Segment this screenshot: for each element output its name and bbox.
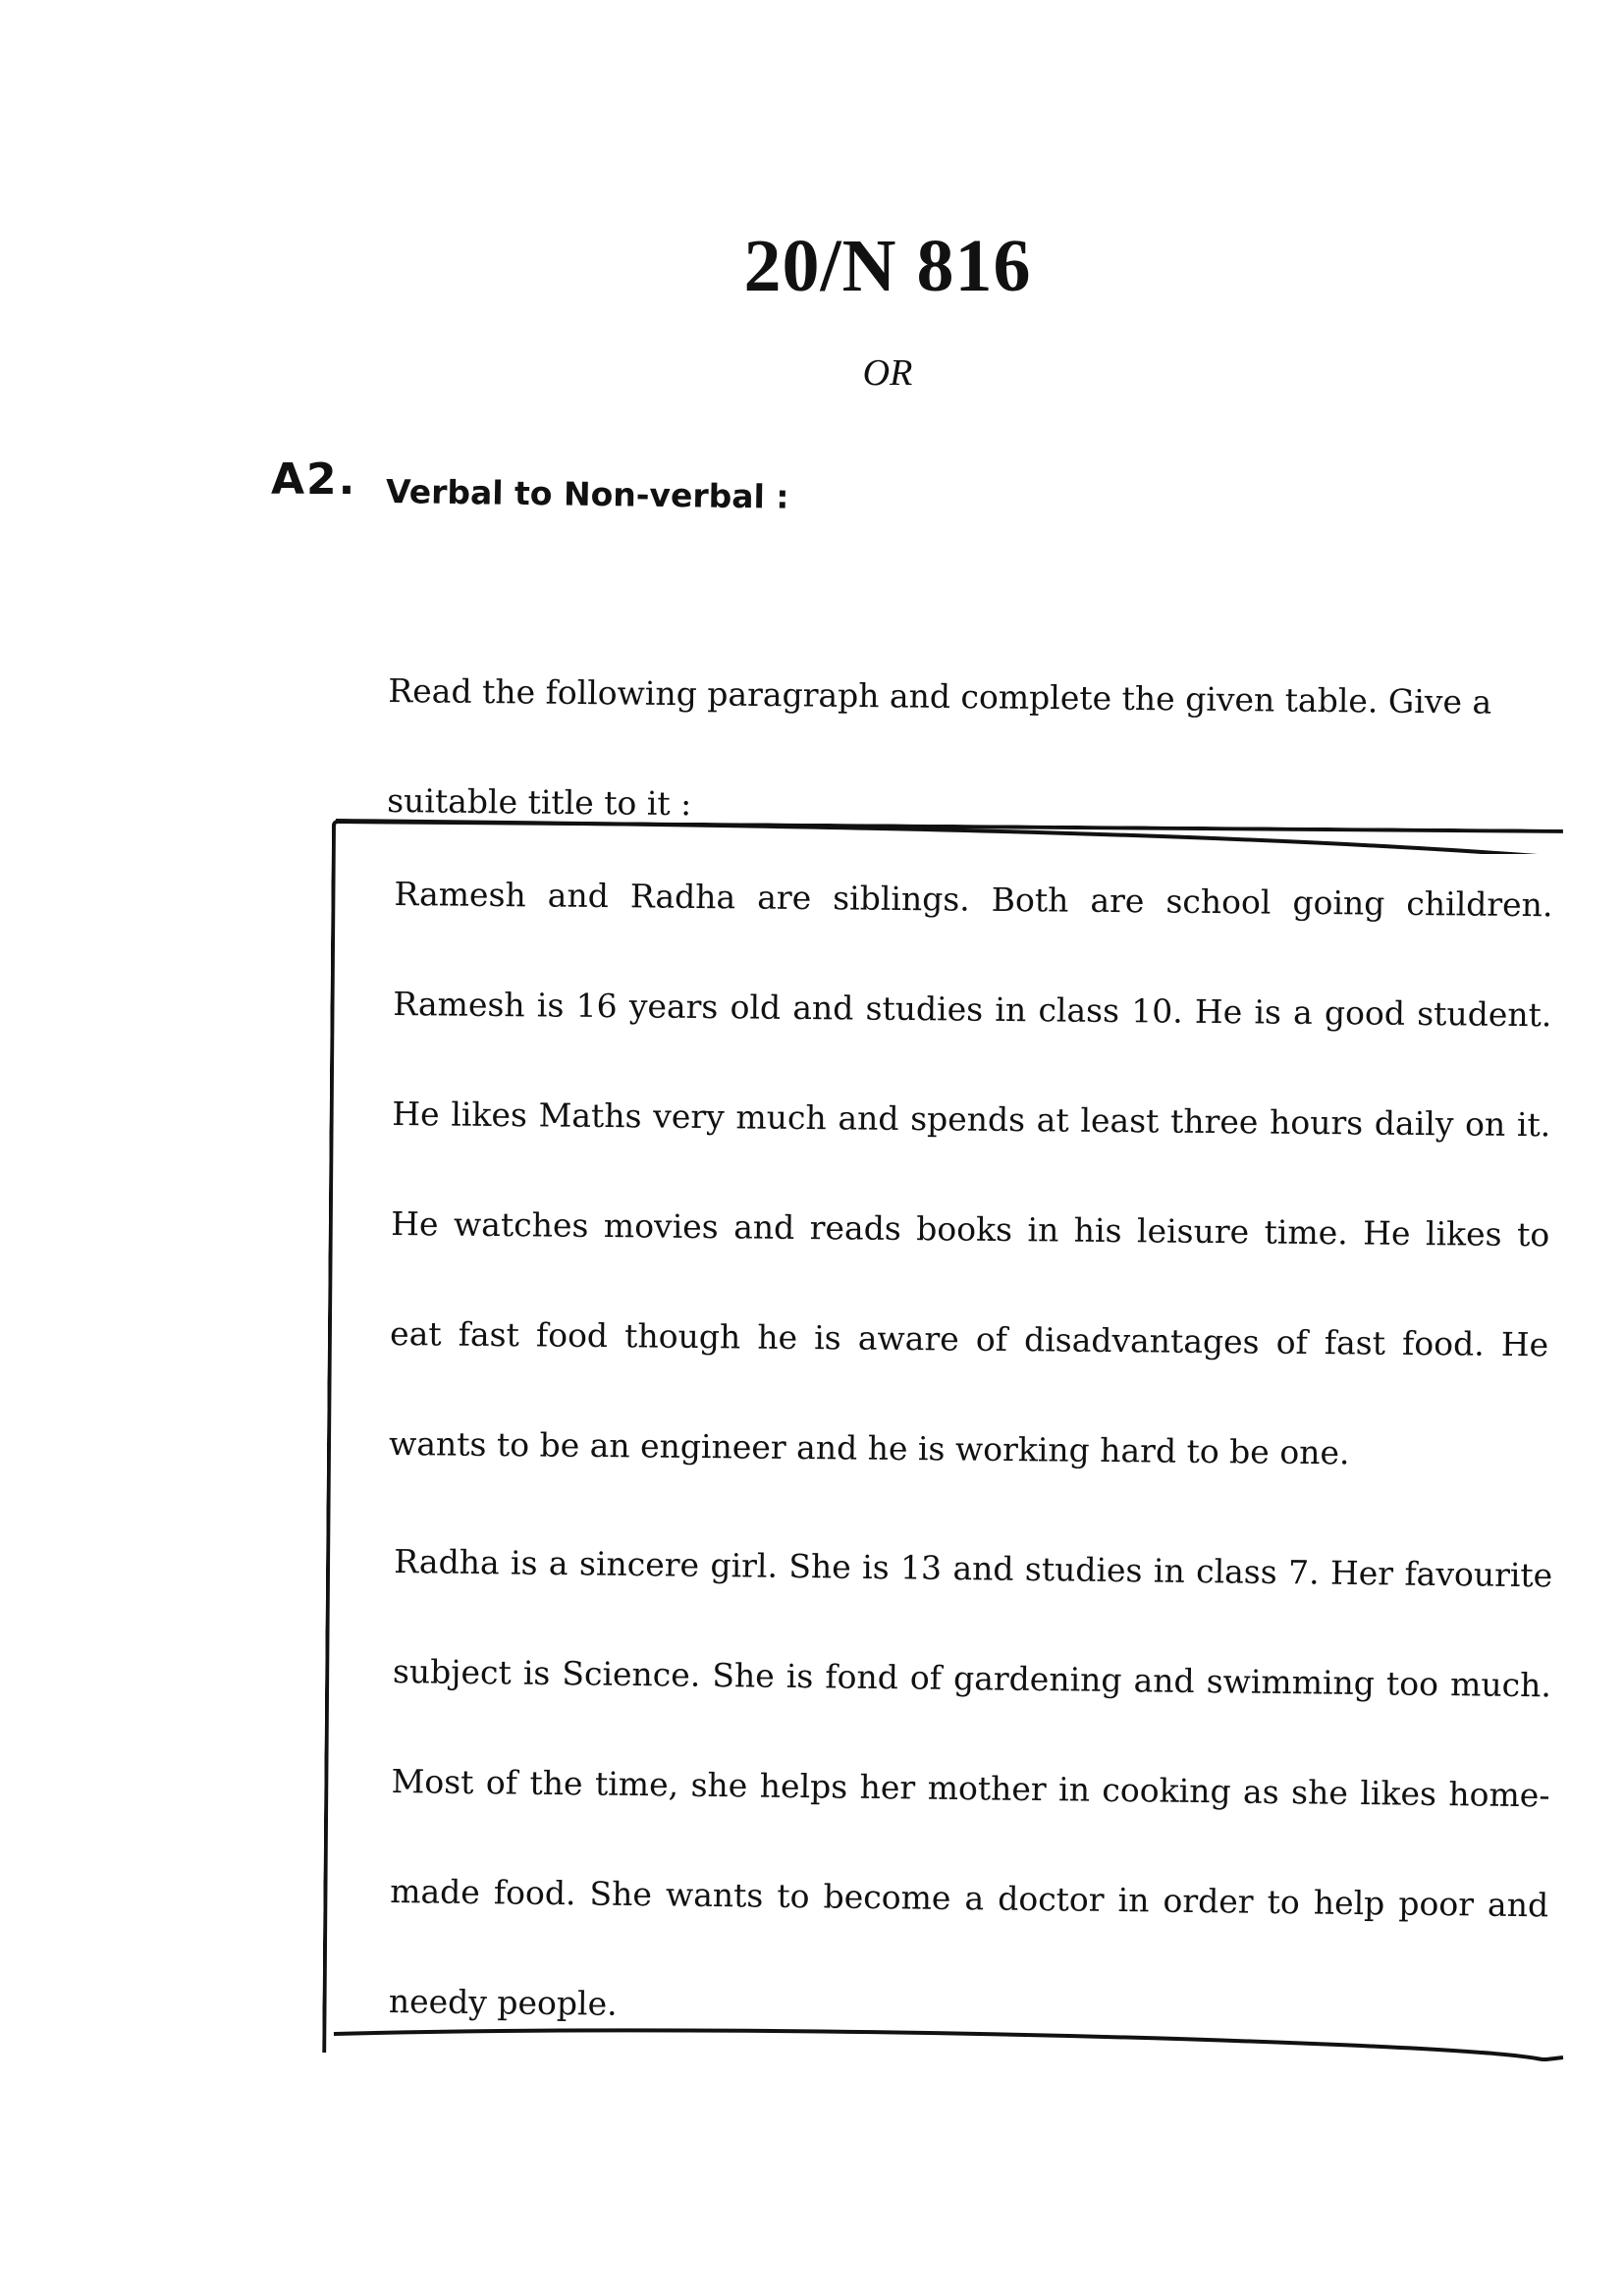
or-separator: OR (862, 352, 913, 394)
question-instruction: Read the following paragraph and complete the given table. Give a suitable title to it : (387, 670, 1492, 824)
passage-paragraph-2: Radha is a sincere girl. She is 13 and studies in class 7. Her favourite subject is Science. She is fond of gardening and swimming too much. Most of the time, she helps her mother in cooking as she likes home-made food. She wants to become a doctor in order to help poor and needy people. (388, 1541, 1553, 2023)
passage-paragraph-1: Ramesh and Radha are siblings. Both are school going children. Ramesh is 16 years old and studies in class 10. He is a good student. He likes Maths very much and spends at least three hours daily on it. He watches movies and reads books in his leisure time. He likes to eat fast food though he is aware of disadvantages of fast food. He wants to be an engineer and he is working hard to be one. (388, 874, 1553, 1472)
paper-code: 20/N 816 (743, 225, 1032, 307)
question-heading: Verbal to Non-verbal : (385, 472, 789, 516)
question-number: A2. (271, 454, 357, 505)
